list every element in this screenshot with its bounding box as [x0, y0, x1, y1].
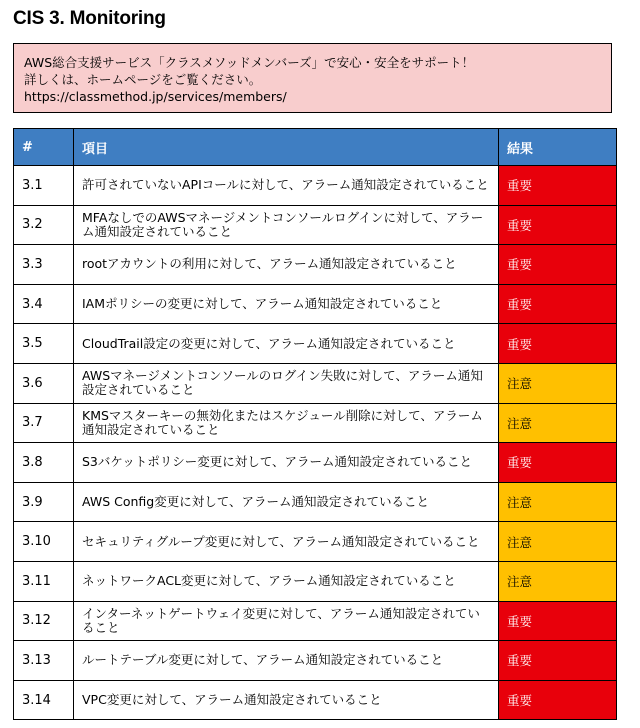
row-result-badge: 重要 [499, 166, 617, 206]
row-item: MFAなしでのAWSマネージメントコンソールログインに対して、アラーム通知設定されていること [74, 205, 499, 245]
table-row [14, 166, 617, 206]
row-number: 3.14 [14, 680, 74, 720]
promo-notice [13, 43, 612, 113]
row-result-badge: 注意 [499, 403, 617, 443]
row-result-badge: 重要 [499, 284, 617, 324]
table-row [14, 324, 617, 364]
row-number: 3.2 [14, 205, 74, 245]
notice-line-1: AWS総合支援サービス「クラスメソッドメンバーズ」で安心・安全をサポート！ [24, 55, 475, 70]
row-result-badge: 重要 [499, 641, 617, 681]
header-result: 結果 [499, 129, 617, 166]
row-item: S3バケットポリシー変更に対して、アラーム通知設定されていること [74, 443, 499, 483]
row-result-badge: 注意 [499, 482, 617, 522]
table-row [14, 601, 617, 641]
table-row [14, 245, 617, 285]
row-item: ネットワークACL変更に対して、アラーム通知設定されていること [74, 561, 499, 601]
notice-url: https://classmethod.jp/services/members/ [24, 89, 287, 104]
row-result-badge: 重要 [499, 205, 617, 245]
table-header-row [14, 129, 617, 166]
row-number: 3.8 [14, 443, 74, 483]
row-number: 3.13 [14, 641, 74, 681]
table-row [14, 561, 617, 601]
table-row [14, 284, 617, 324]
row-number: 3.4 [14, 284, 74, 324]
table-row [14, 443, 617, 483]
row-number: 3.5 [14, 324, 74, 364]
row-result-badge: 注意 [499, 522, 617, 562]
row-number: 3.9 [14, 482, 74, 522]
row-item: IAMポリシーの変更に対して、アラーム通知設定されていること [74, 284, 499, 324]
row-item: AWSマネージメントコンソールのログイン失敗に対して、アラーム通知設定されていること [74, 363, 499, 403]
table-row [14, 205, 617, 245]
monitoring-checks-table [13, 128, 617, 720]
row-number: 3.7 [14, 403, 74, 443]
table-row [14, 403, 617, 443]
header-number: # [14, 129, 74, 166]
row-item: KMSマスターキーの無効化またはスケジュール削除に対して、アラーム通知設定されていること [74, 403, 499, 443]
table-row [14, 363, 617, 403]
row-result-badge: 重要 [499, 324, 617, 364]
row-item: 許可されていないAPIコールに対して、アラーム通知設定されていること [74, 166, 499, 206]
page-title: CIS 3. Monitoring [13, 8, 166, 29]
header-item: 項目 [74, 129, 499, 166]
row-number: 3.12 [14, 601, 74, 641]
row-item: AWS Config変更に対して、アラーム通知設定されていること [74, 482, 499, 522]
row-result-badge: 注意 [499, 363, 617, 403]
row-item: インターネットゲートウェイ変更に対して、アラーム通知設定されていること [74, 601, 499, 641]
table-row [14, 680, 617, 720]
row-number: 3.6 [14, 363, 74, 403]
row-number: 3.11 [14, 561, 74, 601]
row-item: ルートテーブル変更に対して、アラーム通知設定されていること [74, 641, 499, 681]
notice-line-2: 詳しくは、ホームページをご覧ください。 [24, 72, 262, 87]
row-number: 3.10 [14, 522, 74, 562]
table-row [14, 482, 617, 522]
table-row [14, 641, 617, 681]
row-result-badge: 注意 [499, 561, 617, 601]
row-result-badge: 重要 [499, 601, 617, 641]
row-item: CloudTrail設定の変更に対して、アラーム通知設定されていること [74, 324, 499, 364]
table-row [14, 522, 617, 562]
row-item: セキュリティグループ変更に対して、アラーム通知設定されていること [74, 522, 499, 562]
table-body [14, 166, 617, 720]
row-number: 3.3 [14, 245, 74, 285]
row-result-badge: 重要 [499, 443, 617, 483]
row-item: VPC変更に対して、アラーム通知設定されていること [74, 680, 499, 720]
row-number: 3.1 [14, 166, 74, 206]
row-item: rootアカウントの利用に対して、アラーム通知設定されていること [74, 245, 499, 285]
row-result-badge: 重要 [499, 245, 617, 285]
row-result-badge: 重要 [499, 680, 617, 720]
